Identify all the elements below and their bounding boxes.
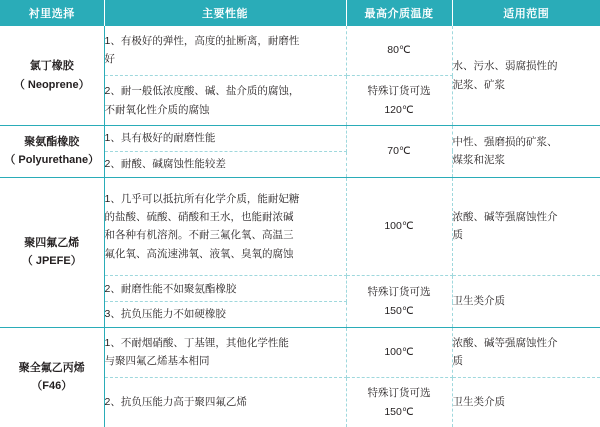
table-row — [0, 327, 600, 377]
performance-cell: 1、具有极好的耐磨性能 — [104, 126, 346, 152]
temperature-cell: 70℃ — [346, 126, 452, 177]
performance-cell: 2、耐酸、碱腐蚀性能较差 — [104, 151, 346, 177]
temperature-cell: 特殊订货可选 150℃ — [346, 378, 452, 427]
temperature-cell: 100℃ — [346, 177, 452, 276]
scope-cell: 卫生类介质 — [452, 396, 505, 409]
scope-cell: 卫生类介质 — [452, 276, 600, 327]
performance-cell: 1、不耐烟硝酸、丁基锂，其他化学性能 与聚四氟乙烯基本相同 — [104, 327, 346, 377]
table-row — [0, 126, 600, 152]
scope-cell: 浓酸、碱等强腐蚀性介 质 — [452, 177, 600, 276]
performance-cell: 2、耐磨性能不如聚氨酯橡胶 — [104, 276, 346, 302]
performance-cell: 1、有极好的弹性，高度的扯断离，耐磨性 好 — [104, 26, 346, 75]
temperature-cell: 100℃ — [346, 327, 452, 377]
temperature-cell: 特殊订货可选 120℃ — [346, 75, 452, 125]
temperature-cell: 80℃ — [346, 26, 452, 75]
temperature-cell: 特殊订货可选 150℃ — [346, 276, 452, 327]
performance-cell: 1、几乎可以抵抗所有化学介质，能耐妃糖 的盐酸、硫酸、硝酸和王水，也能耐浓碱 和各种有机溶剂。不耐三氟化氧、高温三 氟化氧、高流速沸氧、液氧、臭氧的腐蚀 — [104, 177, 346, 276]
scope-cell: 水、污水、弱腐损性的 泥浆、矿浆 — [452, 26, 600, 126]
performance-cell: 3、抗负压能力不如硬橡胶 — [104, 302, 346, 328]
header-main-performance: 主要性能 — [104, 0, 346, 26]
lining-name-neoprene: 氯丁橡胶 （ Neoprene） — [0, 26, 104, 126]
scope-cell: 浓酸、碱等强腐蚀性介 质 — [452, 327, 600, 377]
lining-name-polyurethane: 聚氨酯橡胶 （ Polyurethane） — [0, 126, 104, 177]
header-max-media-temperature: 最高介质温度 — [346, 0, 452, 26]
table-row — [0, 177, 600, 276]
lining-name-f46: 聚全氟乙丙烯 （F46） — [0, 327, 104, 427]
header-application-scope: 适用范围 — [452, 0, 600, 26]
table-header-row — [0, 0, 600, 26]
header-lining-selection: 衬里选择 — [0, 0, 104, 26]
table-row — [0, 26, 600, 75]
performance-cell: 2、耐一般低浓度酸、碱、盐介质的腐蚀， 不耐氧化性介质的腐蚀 — [104, 75, 346, 125]
performance-cell: 2、抗负压能力高于聚四氟乙烯 — [104, 378, 346, 427]
scope-cell: 中性、强磨损的矿浆、 煤浆和泥浆 — [452, 126, 600, 177]
lining-name-ptfe: 聚四氟乙烯 （ JPEFE） — [0, 177, 104, 327]
